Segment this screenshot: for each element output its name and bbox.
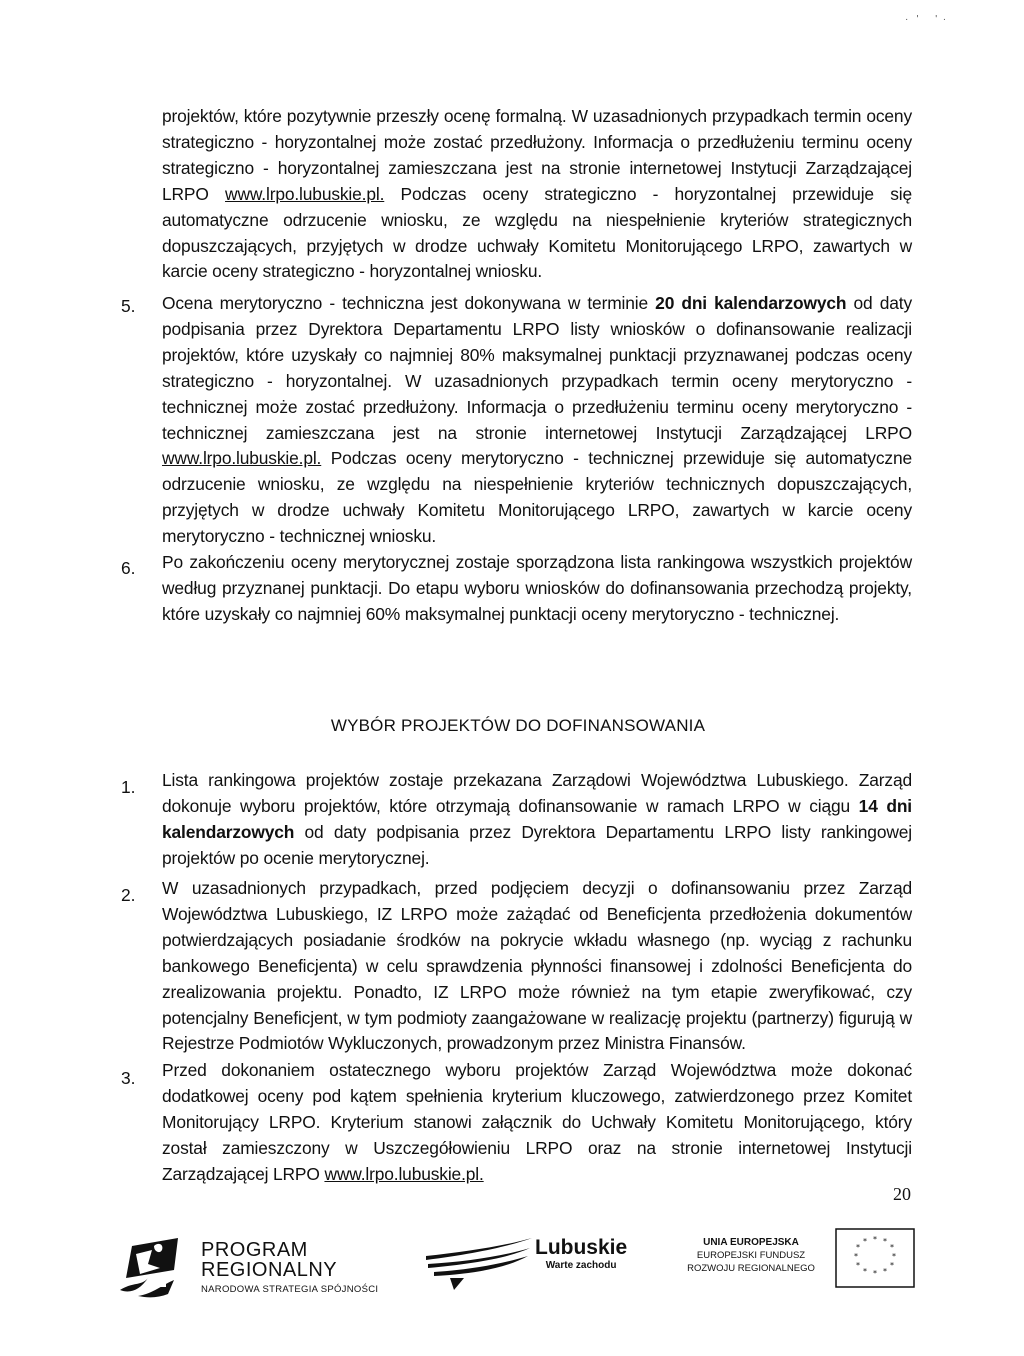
lubuskie-tagline: Warte zachodu — [545, 1260, 617, 1271]
section-item-1-number: 1. — [121, 777, 136, 797]
intro-text-1: projektów, które pozytywnie przeszły ocenę formalną. W uzasadnionych przypadkach termin oceny strategiczno - horyzontalnej może zostać przedłużony. Informacja o przedłużeniu terminu oceny strategiczno - horyzontalnej zamieszczana jest na stronie internetowej Instytucji Zarządzającej LRPO — [162, 106, 912, 204]
lubuskie-swoosh-icon — [424, 1234, 534, 1299]
intro-text-2: Podczas oceny strategiczno - horyzontalnej przewiduje się automatyczne odrzucenie wniosku, ze względu na niespełnienie kryteriów strategicznych dopuszczających, przyjętych w drodze uchwały Komitetu Monitorującego LRPO, zawartych w karcie oceny strategiczno - horyzontalnej wniosku. — [162, 183, 912, 282]
section-item-3-paragraph — [162, 1058, 912, 1188]
footer-logos — [0, 1216, 1024, 1316]
item-5-text-1: Ocena merytoryczno - techniczna jest dokonywana w terminie — [162, 293, 656, 313]
section-item-2-number: 2. — [121, 885, 136, 905]
lrpo-link-3[interactable]: www.lrpo.lubuskie.pl. — [324, 1163, 484, 1184]
section-item-3-number: 3. — [121, 1068, 136, 1088]
lrpo-link-1[interactable]: www.lrpo.lubuskie.pl. — [225, 183, 385, 204]
item-5-number: 5. — [121, 296, 136, 316]
program-regionalny-flag-icon — [118, 1224, 198, 1309]
lubuskie-logo — [535, 1238, 627, 1271]
svg-text:*: * — [892, 1252, 896, 1261]
eu-flag-icon — [835, 1228, 915, 1293]
svg-text:*: * — [856, 1261, 860, 1270]
section-item-1-bold: 14 dni kalendarzowych — [162, 795, 912, 842]
section-item-2-text: W uzasadnionych przypadkach, przed podjęciem decyzji o dofinansowaniu przez Zarząd Województwa Lubuskiego, IZ LRPO może zażądać od Beneficjenta przedłożenia dokumentów potwierdzających posiadanie środków na pokrycie wkładu własnego (np. wyciąg z rachunku bankowego Beneficjenta) w celu sprawdzenia płynności finansowej i zdolności Beneficjenta do zrealizowania projektu. Ponadto, IZ LRPO może również na tym etapie zweryfikować, czy potencjalny Beneficjent, w tym podmioty zaangażowane w realizację projektu (partnerzy) figurują w Rejestrze Podmiotów Wykluczonych, prowadzonym przez Ministra Finansów. — [162, 878, 912, 1054]
svg-text:*: * — [873, 1235, 877, 1244]
section-item-2-paragraph — [162, 876, 912, 1057]
section-item-1-text-1: Lista rankingowa projektów zostaje przekazana Zarządowi Województwa Lubuskiego. Zarząd dokonuje wyboru projektów, które otrzymają dofinansowanie w ramach LRPO w ciągu — [162, 770, 912, 816]
item-5-text-3: Podczas oceny merytoryczno - technicznej przewiduje się automatyczne odrzucenie wniosku, ze względu na niespełnienie kryteriów technicznych dopuszczających, przyjętych w drodze uchwały Komitetu Monitorującego LRPO, zawartych w karcie oceny merytoryczno - technicznej wniosku. — [162, 448, 912, 547]
item-5-text-2: od daty podpisania przez Dyrektora Departamentu LRPO listy wniosków o dofinansowanie realizacji projektów, które uzyskały co najmniej 80% maksymalnej punktacji przyznawanej podczas oceny strategiczno - horyzontalnej. W uzasadnionych przypadkach termin oceny merytoryczno - technicznej może zostać przedłużony. Informacja o przedłużeniu terminu oceny merytoryczno - technicznej zamieszczana jest na stronie internetowej Instytucji Zarządzającej LRPO — [162, 293, 912, 443]
svg-text:*: * — [854, 1252, 858, 1261]
svg-text:*: * — [856, 1243, 860, 1252]
svg-text:*: * — [883, 1267, 887, 1276]
program-line-1: PROGRAM — [201, 1239, 308, 1261]
svg-text:*: * — [863, 1237, 867, 1246]
page-number: 20 — [893, 1184, 911, 1204]
item-6-text: Po zakończeniu oceny merytorycznej zostaje sporządzona lista rankingowa wszystkich projektów według przyznanej punktacji. Do etapu wyboru wniosków do dofinansowania przechodzą projekty, które uzyskały co najmniej 60% maksymalnej punktacji oceny merytoryczno - technicznej. — [162, 552, 912, 624]
lrpo-link-2[interactable]: www.lrpo.lubuskie.pl. — [162, 448, 322, 469]
eu-line-3: ROZWOJU REGIONALNEGO — [687, 1263, 815, 1274]
program-line-2: REGIONALNY — [201, 1259, 338, 1281]
svg-text:*: * — [873, 1269, 877, 1278]
eu-line-2: EUROPEJSKI FUNDUSZ — [696, 1250, 806, 1261]
program-regionalny-logo — [201, 1240, 378, 1295]
svg-text:*: * — [863, 1267, 867, 1276]
section-item-1-paragraph — [162, 768, 912, 872]
item-5-paragraph — [162, 291, 912, 550]
eu-line-1: UNIA EUROPEJSKA — [703, 1237, 799, 1248]
section-heading — [0, 716, 1024, 736]
svg-text:*: * — [890, 1243, 894, 1252]
item-5-bold: 20 dni kalendarzowych — [655, 293, 847, 313]
intro-paragraph — [162, 104, 912, 285]
program-subtitle: NARODOWA STRATEGIA SPÓJNOŚCI — [201, 1284, 379, 1295]
section-item-3-text-1: Przed dokonaniem ostatecznego wyboru projektów Zarząd Województwa może dokonać dodatkowej oceny pod kątem spełnienia kryterium kluczowego, zatwierdzonego przez Komitet Monitorujący LRPO. Kryterium stanowi załącznik do Uchwały Komitetu Monitorującego, który został zamieszczony w Uszczegółowieniu LRPO oraz na stronie internetowej Instytucji Zarządzającej LRPO — [162, 1060, 912, 1184]
scan-artifact: · ' ' · — [905, 14, 947, 25]
item-6-number: 6. — [121, 558, 136, 578]
item-6-paragraph — [162, 550, 912, 628]
svg-text:*: * — [890, 1261, 894, 1270]
lubuskie-name: Lubuskie — [535, 1236, 628, 1259]
section-heading-text: WYBÓR PROJEKTÓW DO DOFINANSOWANIA — [330, 716, 706, 735]
svg-text:*: * — [883, 1237, 887, 1246]
eu-fund-logo-text — [676, 1236, 826, 1275]
section-item-1-text-2: od daty podpisania przez Dyrektora Departamentu LRPO listy rankingowej projektów po ocenie merytorycznej. — [162, 821, 912, 868]
